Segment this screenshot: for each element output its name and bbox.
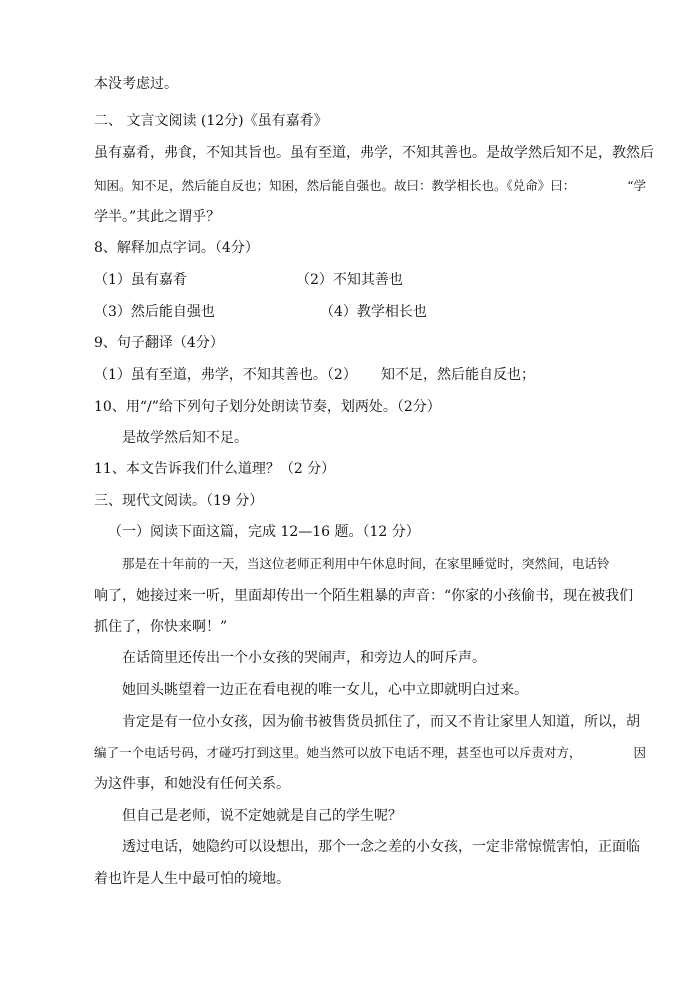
text-span: 学半。”其此之谓乎？ [94,209,221,225]
section-heading-classical [94,111,328,131]
question-8 [94,238,259,258]
text-span: 在话筒里还传出一个小女孩的哭闹声，和旁边人的呵斥声。 [122,650,486,666]
text-span: 知不足，然后能自反也； [381,367,535,383]
text-span: （1）虽有至道，弗学，不知其善也。（2） [94,367,357,383]
text-span: 但自己是老师，说不定她就是自己的学生呢？ [122,808,402,824]
text-span: 因 [633,745,646,760]
text-span: 编了一个电话号码，才碰巧打到这里。她当然可以放下电话不理，甚至也可以斥责对方， [94,745,582,760]
passage-line-4 [122,648,486,668]
classical-text-line-2 [94,176,646,196]
text-span: 着也许是人生中最可怕的境地。 [94,871,290,887]
question-9 [94,333,224,353]
passage-line-3 [94,617,227,637]
text-span: 二、 文言文阅读 (12分)《虽有嘉肴》 [94,113,328,129]
question-9-item-2 [381,365,535,385]
text-span: 肯定是有一位小女孩，因为偷书被售货员抓住了，而又不肯让家里人知道，所以，胡 [122,714,640,730]
classical-text-line-1 [94,143,654,163]
passage-line-1 [122,554,610,574]
question-10-sentence [122,428,248,448]
text-span: 本没考虑过。 [94,76,178,92]
text-span: 虽有嘉肴，弗食，不知其旨也。虽有至道，弗学，不知其善也。是故学然后知不足，教然后 [94,145,654,161]
text-span: “学 [627,178,646,193]
passage-line-5 [122,680,528,700]
subsection-heading [108,522,420,542]
passage-line-9 [122,806,402,826]
text-span: （4）教学相长也 [320,304,427,320]
passage-line-10 [122,837,640,857]
text-span: 11、本文告诉我们什么道理？（2 分） [94,461,336,477]
text-span: 三、现代文阅读。（19 分） [94,493,264,509]
text-line-continuation [94,74,178,94]
passage-line-6 [122,712,640,732]
question-8-item-4 [320,302,427,322]
text-span: （2）不知其善也 [296,272,403,288]
text-span: 10、用“/”给下列句子划分处朗读节奏，划两处。（2分） [94,399,441,415]
text-span: 她回头眺望着一边正在看电视的唯一女儿，心中立即就明白过来。 [122,682,528,698]
text-span: 响了，她接过来一听，里面却传出一个陌生粗暴的声音：“你家的小孩偷书，现在被我们 [94,588,634,604]
text-span: 是故学然后知不足。 [122,430,248,446]
text-span: 为这件事，和她没有任何关系。 [94,776,290,792]
text-span: （1）虽有嘉肴 [94,272,187,288]
text-span: 那是在十年前的一天，当这位老师正利用中午休息时间，在家里睡觉时，突然间，电话铃 [122,556,610,571]
classical-text-line-3 [94,207,220,227]
question-10 [94,397,441,417]
question-8-item-3 [94,302,215,322]
text-span: （一）阅读下面这篇，完成 12—16 题。（12 分） [108,524,420,540]
text-span: 9、句子翻译（4分） [94,335,224,351]
question-9-item-1 [94,365,357,385]
passage-line-11 [94,869,290,889]
question-8-item-2 [296,270,403,290]
text-span: 透过电话，她隐约可以设想出，那个一念之差的小女孩，一定非常惊慌害怕，正面临 [122,839,640,855]
passage-line-2 [94,586,633,606]
passage-line-7 [94,743,646,763]
section-heading-modern [94,491,263,511]
question-11 [94,459,335,479]
text-span: 知困。知不足，然后能自反也；知困，然后能自强也。故曰：教学相长也。《兑命》曰： [94,178,576,193]
text-span: （3）然后能自强也 [94,304,215,320]
text-span: 8、解释加点字词。（4分） [94,240,259,256]
text-span: 抓住了，你快来啊！” [94,619,228,635]
passage-line-8 [94,774,290,794]
question-8-item-1 [94,270,187,290]
